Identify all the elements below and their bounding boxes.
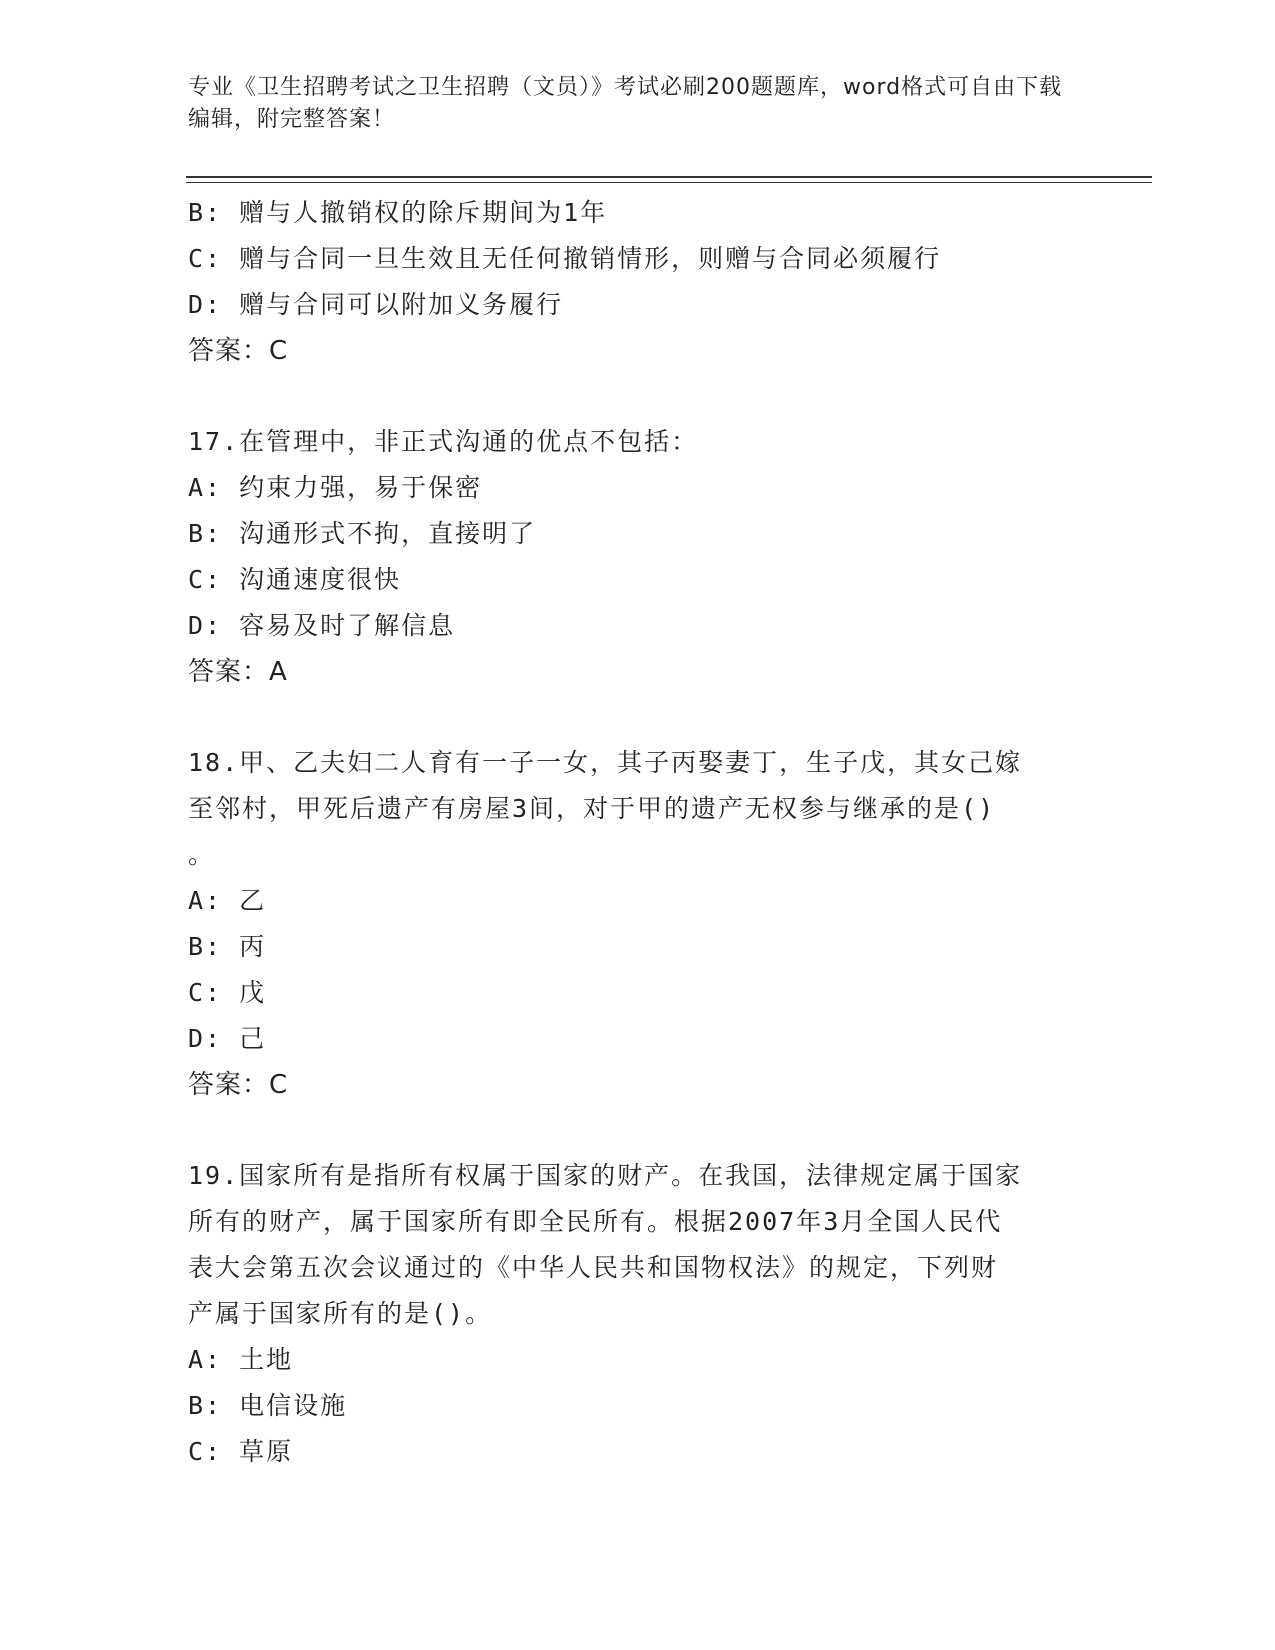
question-stem-line: 产属于国家所有的是()。 xyxy=(188,1299,493,1328)
question-content xyxy=(188,190,1088,1475)
option-b: B: 丙 xyxy=(188,932,267,961)
question-stem-line: 18.甲、乙夫妇二人育有一子一女，其子丙娶妻丁，生子戊，其女己嫁 xyxy=(188,748,1023,777)
answer: 答案：C xyxy=(188,336,289,366)
question-stem-line: 19.国家所有是指所有权属于国家的财产。在我国，法律规定属于国家 xyxy=(188,1161,1023,1190)
option-c: C: 草原 xyxy=(188,1437,294,1466)
option-d: D: 容易及时了解信息 xyxy=(188,611,456,640)
question-stem-line: 所有的财产，属于国家所有即全民所有。根据2007年3月全国人民代 xyxy=(188,1207,1003,1236)
option-c: C: 戊 xyxy=(188,978,267,1007)
option-a: A: 乙 xyxy=(188,886,267,915)
option-a: A: 土地 xyxy=(188,1345,294,1374)
question-16-tail xyxy=(188,190,1088,374)
option-c: C: 赠与合同一旦生效且无任何撤销情形，则赠与合同必须履行 xyxy=(188,244,942,273)
answer: 答案：C xyxy=(188,1070,289,1100)
question-stem-line: 表大会第五次会议通过的《中华人民共和国物权法》的规定，下列财 xyxy=(188,1253,999,1282)
question-19 xyxy=(188,1153,1088,1475)
question-17 xyxy=(188,419,1088,695)
question-stem-line: 至邻村，甲死后遗产有房屋3间，对于甲的遗产无权参与继承的是() xyxy=(188,794,996,823)
header-divider-thin xyxy=(186,182,1152,183)
spacer xyxy=(188,374,1088,419)
question-stem: 17.在管理中，非正式沟通的优点不包括： xyxy=(188,427,699,456)
spacer xyxy=(188,695,1088,740)
option-d: D: 赠与合同可以附加义务履行 xyxy=(188,290,564,319)
option-d: D: 己 xyxy=(188,1024,267,1053)
option-b: B: 电信设施 xyxy=(188,1391,348,1420)
question-stem-line: 。 xyxy=(188,840,216,869)
spacer xyxy=(188,1108,1088,1153)
header-divider-thick xyxy=(186,176,1152,178)
document-header xyxy=(188,72,1068,136)
answer: 答案：A xyxy=(188,657,288,687)
question-18 xyxy=(188,740,1088,1108)
option-a: A: 约束力强，易于保密 xyxy=(188,473,483,502)
header-text: 专业《卫生招聘考试之卫生招聘（文员）》考试必刷200题题库，word格式可自由下载编辑，附完整答案！ xyxy=(188,75,1063,132)
option-c: C: 沟通速度很快 xyxy=(188,565,402,594)
option-b: B: 赠与人撤销权的除斥期间为1年 xyxy=(188,198,608,227)
option-b: B: 沟通形式不拘，直接明了 xyxy=(188,519,537,548)
